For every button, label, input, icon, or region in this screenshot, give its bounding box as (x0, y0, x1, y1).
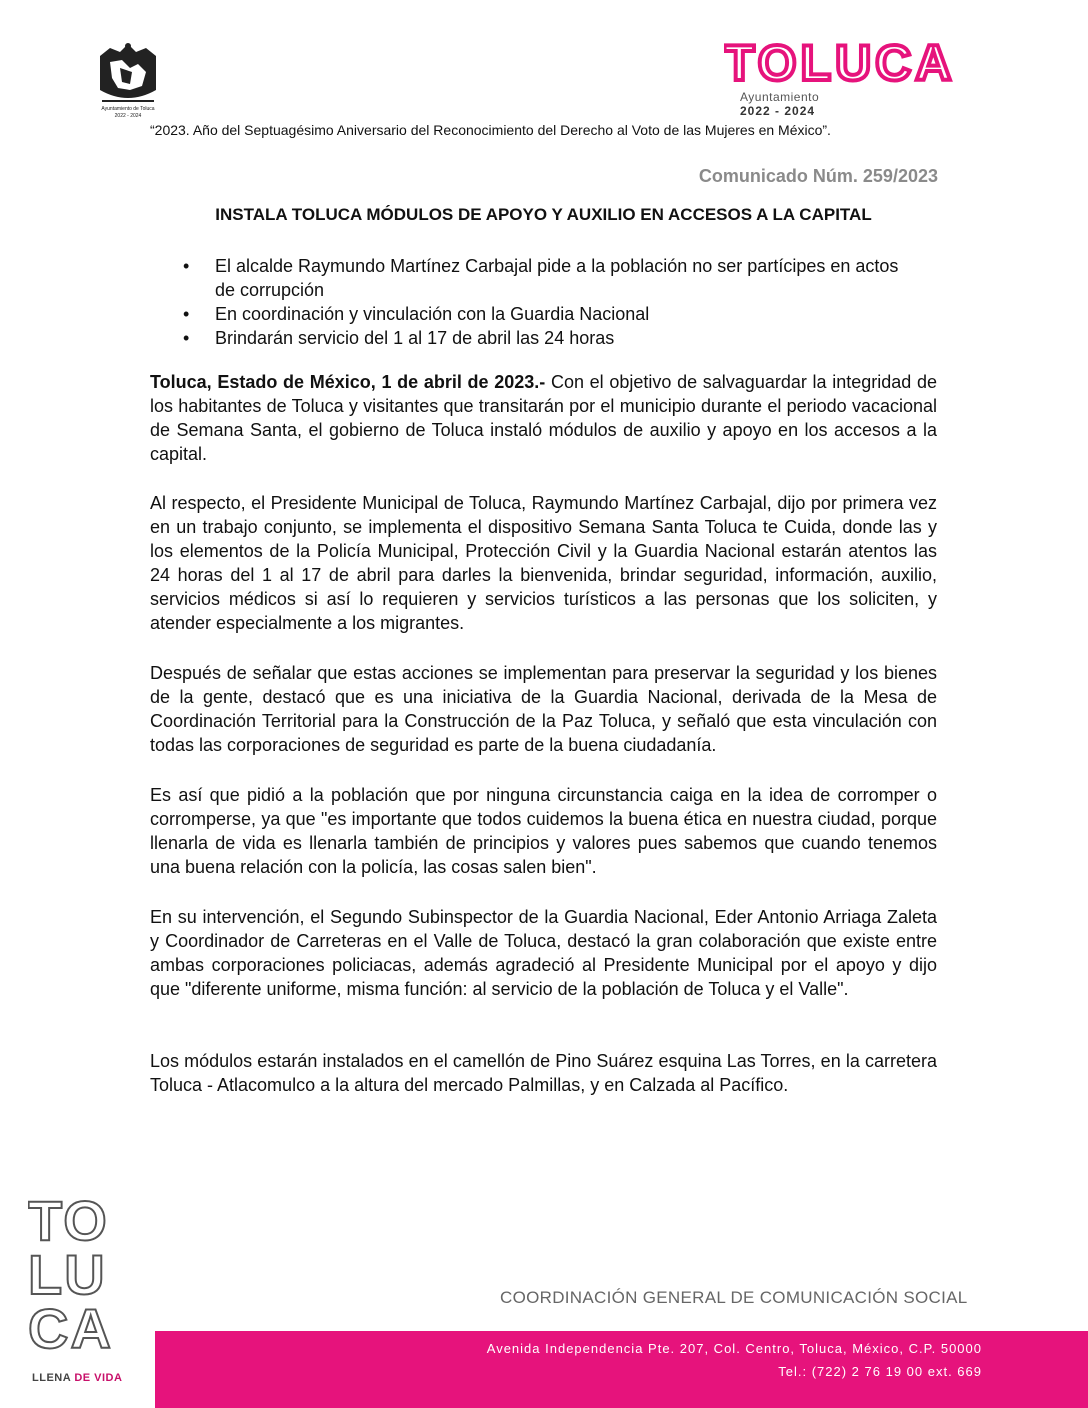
municipal-seal (86, 38, 170, 120)
paragraph-6: Los módulos estarán instalados en el camellón de Pino Suárez esquina Las Torres, en la carretera Toluca - Atlacomulco a la altura del mercado Palmillas, y en Calzada al Pacífico. (150, 1051, 937, 1095)
tagline-part-b: DE VIDA (74, 1372, 123, 1384)
paragraph-2: Al respecto, el Presidente Municipal de Toluca, Raymundo Martínez Carbajal, dijo por primera vez en un trabajo conjunto, se implementa el dispositivo Semana Santa Toluca te Cuida, donde las y los elementos de la Policía Municipal, Protección Civil y la Guardia Nacional estarán atentos las 24 horas del 1 al 17 de abril para darles la bienvenida, brindar seguridad, información, auxilio, servicios médicos si así lo requieren y servicios turísticos a las personas que los soliciten, y atender especialmente a los migrantes. (150, 493, 937, 633)
footer-phone: Tel.: (722) 2 76 19 00 ext. 669 (778, 1364, 982, 1379)
year-motto: “2023. Año del Septuagésimo Aniversario del Reconocimiento del Derecho al Voto de las Mujeres en México”. (150, 122, 831, 138)
logo-sub-years: 2022 - 2024 (740, 104, 816, 118)
headline: INSTALA TOLUCA MÓDULOS DE APOYO Y AUXILIO EN ACCESOS A LA CAPITAL (215, 205, 872, 224)
highlights-list (183, 254, 923, 350)
logo-sub-ayuntamiento: Ayuntamiento (740, 90, 820, 104)
svg-text:2022 - 2024: 2022 - 2024 (114, 113, 142, 119)
footer-toluca-logo (28, 1192, 138, 1352)
highlight-item: • En coordinación y vinculación con la Guardia Nacional (183, 302, 923, 326)
svg-text:CA: CA (28, 1297, 113, 1352)
footer-address: Avenida Independencia Pte. 207, Col. Centro, Toluca, México, C.P. 50000 (486, 1341, 982, 1356)
paragraph-3: Después de señalar que estas acciones se implementan para preservar la seguridad y los bienes de la gente, destacó que es una iniciativa de la Guardia Nacional, derivada de la Mesa de Coordinación Territorial para la Construcción de la Paz Toluca, y señaló que esta vinculación con todas las corporaciones de seguridad es parte de la buena ciudadanía. (150, 663, 937, 755)
svg-text:Ayuntamiento de Toluca: Ayuntamiento de Toluca (101, 106, 155, 112)
tagline-part-a: LLENA (32, 1372, 75, 1384)
highlight-item: • El alcalde Raymundo Martínez Carbajal pide a la población no ser partícipes en actos de corrupción (183, 254, 923, 302)
svg-text:LU: LU (28, 1243, 107, 1306)
svg-text:TOLUCA: TOLUCA (724, 36, 956, 86)
paragraph-4: Es así que pidió a la población que por ninguna circunstancia caiga en la idea de corromper o corromperse, ya que "es importante que todos cuidemos la buena ética en nuestra ciudad, porque llenarla de vida es llenarla también de principios y valores pues sabemos que cuando tenemos una buena relación con la policía, las cosas salen bien". (150, 785, 937, 877)
paragraph-5: En su intervención, el Segundo Subinspector de la Guardia Nacional, Eder Antonio Arriaga Zaleta y Coordinador de Carreteras en el Valle de Toluca, destacó la gran colaboración que existe entre ambas corporaciones policiacas, además agradeció al Presidente Municipal por el apoyo y dijo que "diferente uniforme, misma función: al servicio de la población de Toluca y el Valle". (150, 907, 937, 999)
dateline: Toluca, Estado de México, 1 de abril de 2023.- (150, 372, 546, 392)
footer-tagline (32, 1372, 122, 1384)
logo-subtitle (740, 90, 900, 118)
paragraph-1-body: Con el objetivo de salvaguardar la integridad de los habitantes de Toluca y visitantes que transitarán por el municipio durante el periodo vacacional de Semana Santa, el gobierno de Toluca instaló módulos de auxilio y apoyo en los accesos a la capital. (150, 372, 937, 464)
seal-icon (86, 38, 170, 120)
coordination-label: COORDINACIÓN GENERAL DE COMUNICACIÓN SOCIAL (500, 1288, 968, 1307)
release-number: Comunicado Núm. 259/2023 (698, 166, 938, 186)
svg-text:TO: TO (28, 1192, 109, 1252)
toluca-logo (724, 36, 986, 86)
paragraph-1 (150, 370, 937, 466)
highlight-item: • Brindarán servicio del 1 al 17 de abril las 24 horas (183, 326, 923, 350)
